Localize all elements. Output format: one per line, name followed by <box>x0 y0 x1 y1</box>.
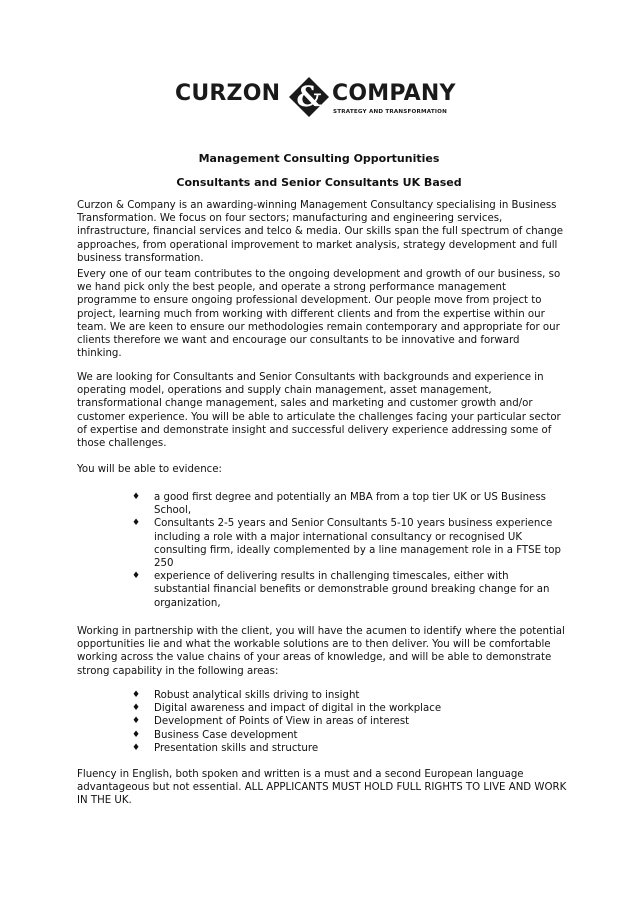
list-item-text: Consultants 2-5 years and Senior Consultants 5-10 years business experience including a role with a major international consultancy or recognised UK consulting firm, ideally complemented by a line management role in a FTSE top 250 <box>154 518 561 570</box>
diamond-bullet-icon: ♦ <box>132 571 141 582</box>
list-item <box>132 702 562 715</box>
list-item-text: Presentation skills and structure <box>154 742 319 754</box>
list-item-text: Robust analytical skills driving to insight <box>154 690 360 701</box>
ampersand-diamond-icon <box>288 76 330 118</box>
logo-tagline: STRATEGY AND TRANSFORMATION <box>333 109 447 115</box>
page-title: Management Consulting Opportunities <box>198 152 440 165</box>
diamond-bullet-icon: ♦ <box>132 729 141 740</box>
list-item <box>132 729 562 742</box>
list-item-text: Digital awareness and impact of digital in the workplace <box>154 703 442 715</box>
partnership-paragraph: Working in partnership with the client, you will have the acumen to identify where the potential opportunities lie and what the workable solutions are to then deliver. You will be comfortable working across the value chains of your areas of knowledge, and will be able to demonstrate strong capability in the following areas: <box>77 626 565 677</box>
fluency-paragraph: Fluency in English, both spoken and written is a must and a second European language advantageous but not essential. ALL APPLICANTS MUST HOLD FULL RIGHTS TO LIVE AND WORK IN THE UK. <box>77 769 567 807</box>
list-item-text: Development of Points of View in areas of interest <box>154 716 410 728</box>
diamond-bullet-icon: ♦ <box>132 518 141 529</box>
list-item <box>132 517 562 570</box>
company-logo <box>175 76 465 122</box>
team-paragraph: Every one of our team contributes to the ongoing development and growth of our business, so we hand pick only the best people, and operate a strong performance management programme to ensure ongoing professional development. Our people move from project to project, learning much from working with different clients and from the expertise within our team. We are keen to ensure our methodologies remain contemporary and appropriate for our clients therefore we want and encourage our consultants to be innovative and forward thinking. <box>77 269 561 360</box>
intro-paragraph: Curzon & Company is an awarding-winning Management Consultancy specialising in Business Transformation. We focus on four sectors; manufacturing and engineering services, infrastructure, financial services and telco & media. Our skills span the full spectrum of change approaches, from operational improvement to market analysis, strategy development and full business transformation. <box>77 200 564 264</box>
list-item <box>132 742 562 755</box>
diamond-bullet-icon: ♦ <box>132 742 141 753</box>
diamond-bullet-icon: ♦ <box>132 716 141 727</box>
evidence-list <box>132 491 562 610</box>
diamond-bullet-icon: ♦ <box>132 690 141 700</box>
logo-right-word: COMPANY <box>332 81 456 106</box>
list-item <box>132 491 562 517</box>
evidence-intro: You will be able to evidence: <box>77 464 222 475</box>
list-item <box>132 689 562 702</box>
list-item-text: experience of delivering results in challenging timescales, either with substantial financial benefits or demonstrable ground breaking change for an organization, <box>154 571 550 609</box>
diamond-bullet-icon: ♦ <box>132 492 141 502</box>
list-item <box>132 715 562 728</box>
logo-left-word: CURZON <box>175 81 281 106</box>
list-item <box>132 570 562 610</box>
page-subtitle: Consultants and Senior Consultants UK Based <box>176 176 462 189</box>
logo-ampersand: & <box>296 80 322 113</box>
diamond-bullet-icon: ♦ <box>132 703 141 714</box>
list-item-text: Business Case development <box>154 729 298 741</box>
capability-list <box>132 689 562 755</box>
looking-for-paragraph: We are looking for Consultants and Senior Consultants with backgrounds and experience in operating model, operations and supply chain management, asset management, transformational change management, sales and marketing and customer growth and/or customer experience. You will be able to articulate the challenges facing your particular sector of expertise and demonstrate insight and successful delivery experience addressing some of those challenges. <box>77 372 561 450</box>
list-item-text: a good first degree and potentially an MBA from a top tier UK or US Business School, <box>154 492 546 517</box>
